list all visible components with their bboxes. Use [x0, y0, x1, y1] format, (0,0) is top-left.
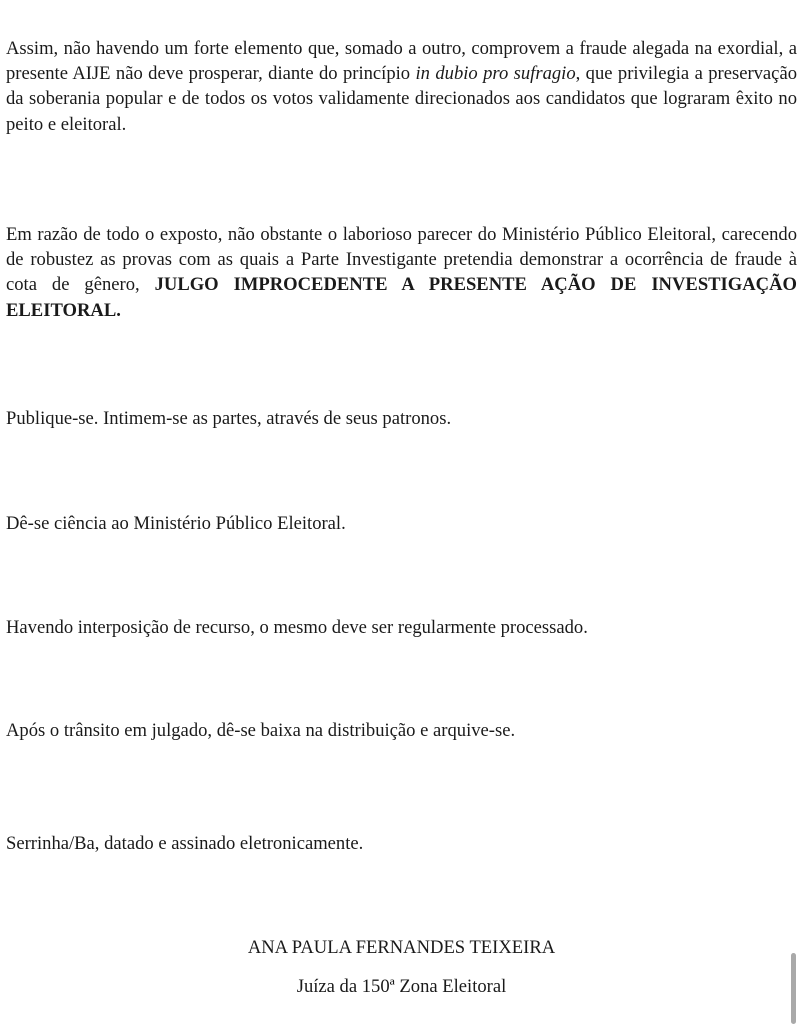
- paragraph-conclusion: [6, 36, 797, 137]
- paragraph-ruling-text: Em razão de todo o exposto, não obstante o laborioso parecer do Ministério Público Eleitoral, carecendo de robustez as provas com as quais a Parte Investigante pretendia demonstrar a ocorrência de fraude à cota de gênero,: [6, 224, 797, 296]
- paragraph-conclusion-text: Assim, não havendo um forte elemento que, somado a outro, comprovem a fraude alegada na exordial, a presente AIJE não deve prosperar, diante do princípio: [6, 38, 797, 85]
- signature-title: Juíza da 150ª Zona Eleitoral: [296, 976, 507, 997]
- paragraph-appeal: Havendo interposição de recurso, o mesmo deve ser regularmente processado.: [6, 617, 588, 638]
- paragraph-notify-ministry: Dê-se ciência ao Ministério Público Eleitoral.: [6, 513, 346, 534]
- latin-expression: in dubio pro sufragio: [415, 63, 576, 85]
- paragraph-place-date: Serrinha/Ba, datado e assinado eletronicamente.: [6, 833, 364, 854]
- paragraph-ruling: [6, 222, 797, 323]
- paragraph-archive: Após o trânsito em julgado, dê-se baixa na distribuição e arquive-se.: [6, 720, 516, 741]
- vertical-scrollbar[interactable]: [791, 953, 796, 1024]
- signature-name: ANA PAULA FERNANDES TEIXEIRA: [247, 937, 556, 958]
- paragraph-publish: Publique-se. Intimem-se as partes, através de seus patronos.: [6, 408, 452, 429]
- paragraph-conclusion-text-end: , que privilegia a preservação da soberania popular e de todos os votos validamente direcionados aos candidatos que lograram êxito no peito e eleitoral.: [6, 63, 797, 135]
- ruling-verdict: JULGO IMPROCEDENTE A PRESENTE AÇÃO DE INVESTIGAÇÃO ELEITORAL.: [6, 274, 798, 321]
